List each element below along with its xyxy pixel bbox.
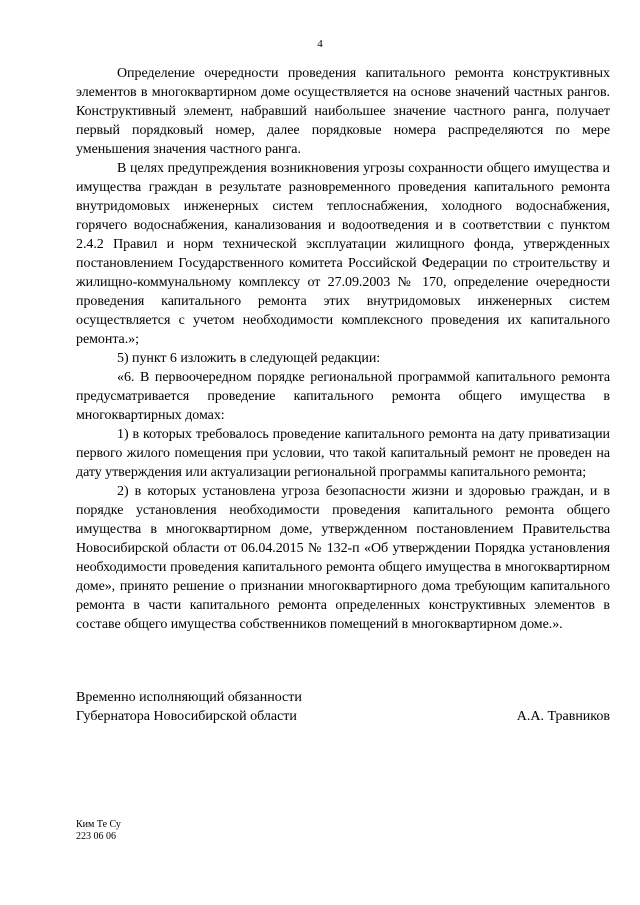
paragraph-ranking: Определение очередности проведения капитального ремонта конструктивных элементов в многоквартирном доме осуществляется на основе значений частных рангов. Конструктивный элемент, набравший наибольшее значение частного ранга, получает первый порядковый номер, далее порядковые номера распределяются по мере уменьшения значения частного ранга.	[76, 66, 610, 157]
signatory-name: А.А. Травников	[516, 709, 610, 724]
page-number: 4	[317, 38, 323, 50]
signature-organization: Губернатора Новосибирской области	[76, 709, 297, 724]
paragraph-subitem-1: 1) в которых требовалось проведение капитального ремонта на дату приватизации первого жилого помещения при условии, что такой капитальный ремонт не проведен на дату утверждения или актуализации региональной программы капитального ремонта;	[76, 427, 610, 480]
signature-block	[76, 688, 610, 726]
paragraph-item-6: «6. В первоочередном порядке региональной программой капитального ремонта предусматривается проведение капитального ремонта общего имущества в многоквартирных домах:	[76, 370, 610, 423]
executor-name: Ким Те Су	[76, 819, 121, 830]
paragraph-engineering-systems: В целях предупреждения возникновения угрозы сохранности общего имущества и имущества граждан в результате разновременного проведения капитального ремонта внутридомовых инженерных систем теплоснабжения, холодного водоснабжения, горячего водоснабжения, канализования и водоотведения и в соответствии с пунктом 2.4.2 Правил и норм технической эксплуатации жилищного фонда, утвержденных постановлением Государственного комитета Российской Федерации по строительству и жилищно-коммунальному комплексу от 27.09.2003 № 170, определение очередности проведения капитального ремонта этих внутридомовых инженерных систем осуществляется с учетом необходимости комплексного проведения их капитального ремонта.»;	[76, 161, 610, 347]
executor-phone: 223 06 06	[76, 831, 116, 842]
paragraph-subitem-2: 2) в которых установлена угроза безопасности жизни и здоровью граждан, и в порядке установления необходимости проведения капитального ремонта общего имущества в многоквартирном доме, утвержденном постановлением Правительства Новосибирской области от 06.04.2015 № 132-п «Об утверждении Порядка установления необходимости проведения капитального ремонта общего имущества в многоквартирном доме», принято решение о признании многоквартирного дома требующим капитального ремонта в части капитального ремонта определенных конструктивных элементов в составе общего имущества собственников помещений в многоквартирном доме.».	[76, 484, 610, 632]
document-body	[76, 64, 610, 634]
paragraph-item-5: 5) пункт 6 изложить в следующей редакции:	[117, 351, 381, 366]
signature-position: Временно исполняющий обязанности	[76, 690, 302, 705]
executor-footer	[76, 819, 121, 843]
signature-line	[76, 707, 610, 726]
